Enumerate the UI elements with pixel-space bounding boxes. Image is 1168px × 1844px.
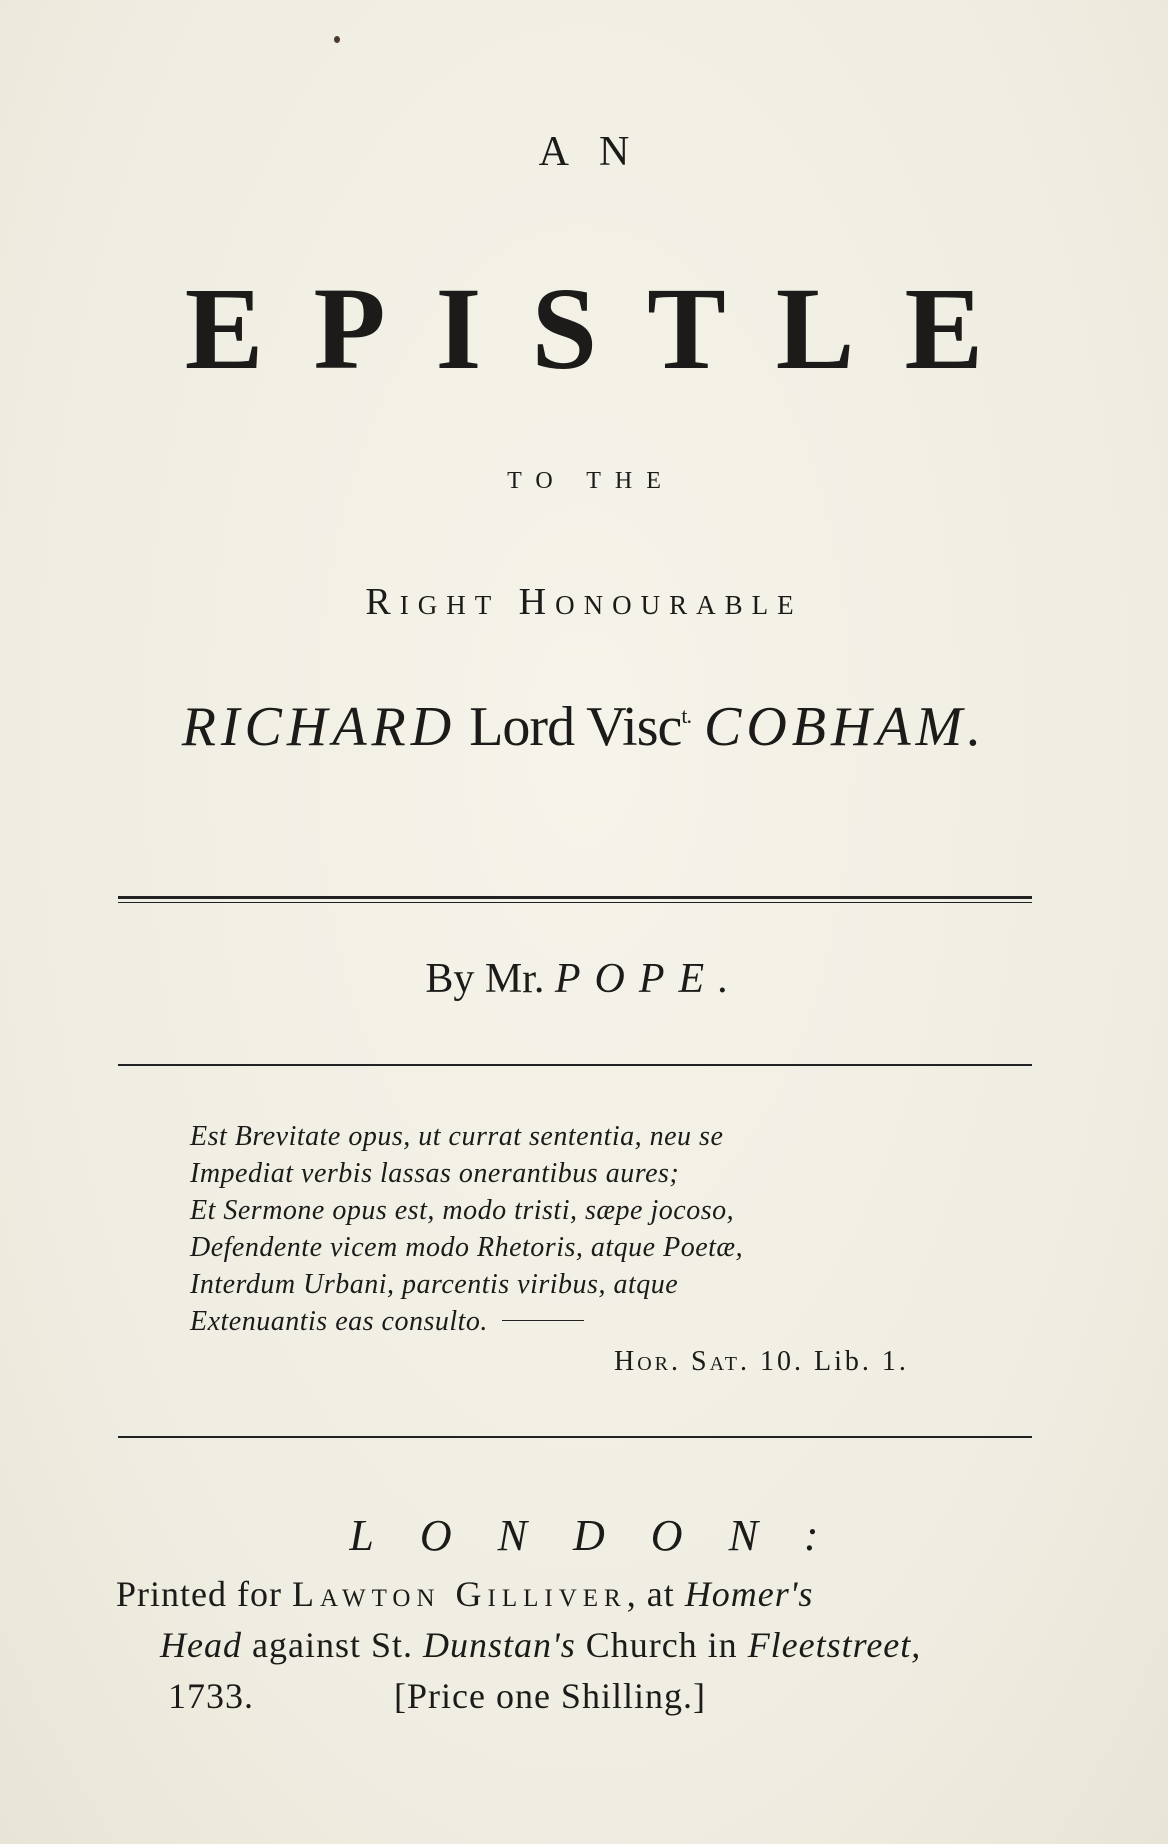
imprint-against: against St. xyxy=(251,1625,413,1665)
citation-number: 10. Lib. 1. xyxy=(760,1346,909,1377)
imprint-street: Fleetstreet, xyxy=(747,1625,922,1665)
epigraph-last-line xyxy=(190,1303,743,1340)
epigraph-line: Defendente vicem modo Rhetoris, atque Poetæ, xyxy=(190,1232,744,1263)
epigraph-line: Est Brevitate opus, ut currat sententia, neu se xyxy=(190,1121,724,1152)
dedicatee-line xyxy=(0,695,1168,759)
byline-prefix: By Mr. xyxy=(425,956,545,1002)
epigraph-citation xyxy=(614,1346,909,1378)
imprint-at: , at xyxy=(626,1574,675,1614)
imprint-year: 1733. xyxy=(168,1676,254,1716)
honorific-line: Right Honourable xyxy=(365,581,803,623)
imprint-sign-2: Head xyxy=(160,1625,242,1665)
epigraph-dash xyxy=(502,1320,584,1321)
citation-work: Hor. Sat. xyxy=(614,1346,751,1377)
epigraph-line: Et Sermone opus est, modo tristi, sæpe jocoso, xyxy=(190,1195,735,1226)
rule-above-imprint xyxy=(118,1436,1032,1438)
ink-speck xyxy=(334,36,340,43)
epigraph-line: Interdum Urbani, parcentis viribus, atque xyxy=(190,1269,679,1300)
imprint-line-1 xyxy=(116,1573,813,1615)
dedicatee-title-superscript: t. xyxy=(681,703,691,728)
dedicatee-title: Lord Visc xyxy=(469,696,682,758)
to-the-line: TO THE xyxy=(507,468,675,494)
double-rule-top xyxy=(118,896,1032,899)
imprint-price: [Price one Shilling.] xyxy=(394,1676,706,1716)
dedicatee-first-name: RICHARD xyxy=(181,696,457,758)
imprint-printer: Lawton Gilliver xyxy=(291,1574,627,1614)
epigraph-line: Impediat verbis lassas onerantibus aures; xyxy=(190,1158,680,1189)
author-name: POPE. xyxy=(554,956,743,1002)
epigraph-line: Extenuantis eas consulto. xyxy=(190,1306,488,1337)
imprint-sign: Homer's xyxy=(684,1574,814,1614)
imprint-line-3 xyxy=(168,1675,706,1717)
byline xyxy=(0,955,1168,1003)
dedicatee-surname: COBHAM. xyxy=(703,696,987,758)
imprint-church: Church in xyxy=(585,1625,738,1665)
article-heading: AN xyxy=(538,129,660,175)
imprint-saint: Dunstan's xyxy=(422,1625,576,1665)
imprint-line-2 xyxy=(160,1624,921,1666)
imprint-printed-for: Printed for xyxy=(116,1574,282,1614)
epigraph xyxy=(190,1118,743,1340)
rule-above-epigraph xyxy=(118,1064,1032,1066)
imprint-city: LONDON: xyxy=(349,1511,865,1560)
main-title: EPISTLE xyxy=(184,263,1034,394)
